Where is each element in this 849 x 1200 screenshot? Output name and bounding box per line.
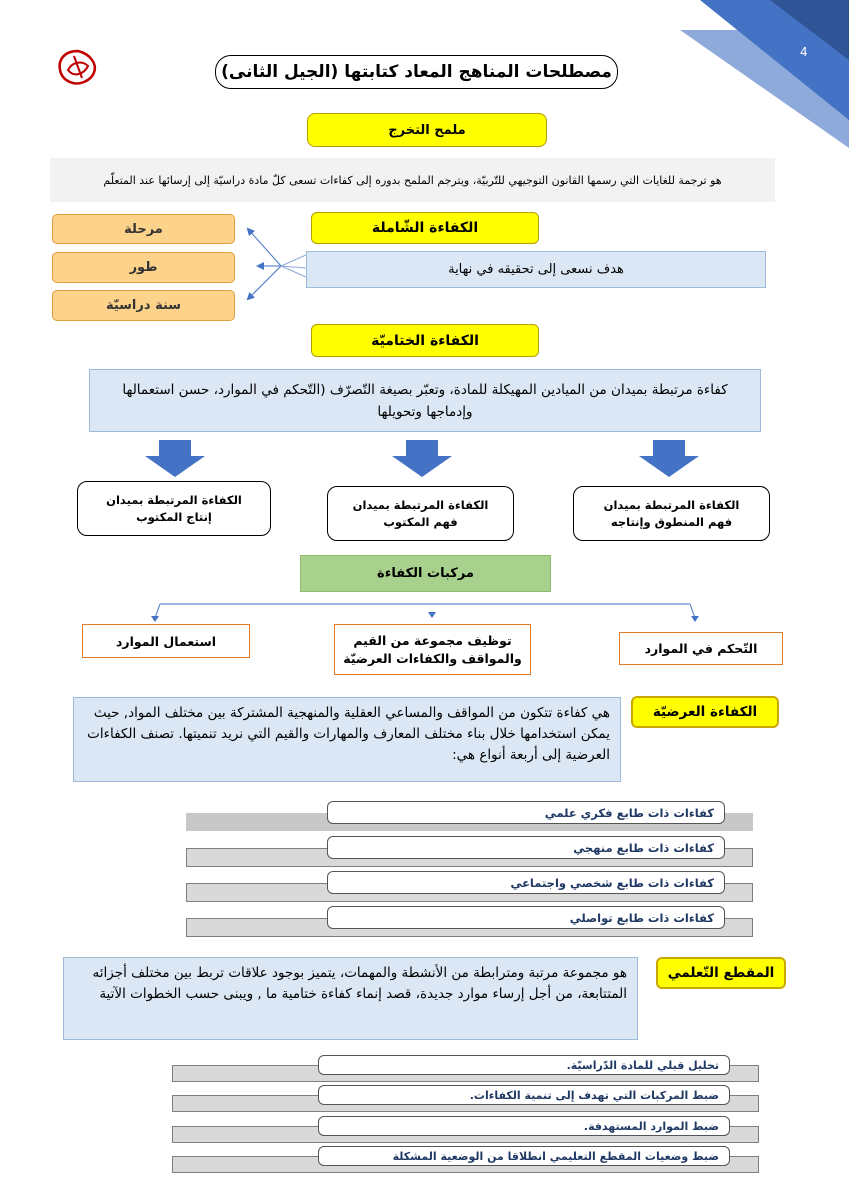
stage-arrows [236,215,311,315]
domain-competence-box [327,486,514,541]
comprehensive-competence-definition: هدف نسعى إلى تحقيقه في نهاية [306,251,766,288]
domain-line1: الكفاءة المرتبطة بميدان [106,492,242,507]
transversal-competence-label: الكفاءة العرضيّة [631,696,779,728]
down-arrow-icon [637,440,701,478]
stage-item: مرحلة [52,214,235,244]
segment-step-item: تحليل قبلي للمادة الدّراسيّة. [318,1055,730,1075]
corner-decoration [640,0,849,150]
competence-components-label: مركبات الكفاءة [300,555,551,592]
learning-segment-definition: هو مجموعة مرتبة ومترابطة من الأنشطة والمهمات، يتميز بوجود علاقات تربط بين مختلف أجزائه المتتابعة، من أجل إرساء موارد جديدة، قصد إنماء كفاءة ختامية ما , ويبنى حسب الخطوات الآتية [63,957,638,1040]
stage-item: سنة دراسيّة [52,290,235,321]
logo-icon [52,48,104,88]
domain-competence-box [573,486,770,541]
component-box: استعمال الموارد [82,624,250,658]
page-number: 4 [800,45,808,59]
transversal-competence-definition: هي كفاءة تتكون من المواقف والمساعي العقلية والمنهجية المشتركة بين مختلف المواد, حيث يمكن استخدامها خلال بناء مختلف المعارف والمهارات والقيم التي نريد تنميتها. تصنف الكفاءات العرضية إلى أربعة أنواع هي: [73,697,621,782]
graduation-profile-definition: هو ترجمة للغايات التي رسمها القانون التوجيهي للتّربيّة، ويترجم الملمح بدوره إلى كفاءات تسعى كلّ مادة دراسيّة إلى إرسائها عند المتعلّم [50,158,775,202]
transversal-type-item: كفاءات ذات طابع شخصي واجتماعي [327,871,725,894]
comprehensive-competence-label: الكفاءة الشّاملة [311,212,539,244]
transversal-type-item: كفاءات ذات طابع تواصلي [327,906,725,929]
component-box [334,624,531,675]
page-title: مصطلحات المناهج المعاد كتابتها (الجيل الثانى) [215,55,618,89]
transversal-type-item: كفاءات ذات طابع منهجي [327,836,725,859]
learning-segment-label: المقطع التّعلمي [656,957,786,989]
domain-line1: الكفاءة المرتبطة بميدان [603,497,740,512]
final-competence-definition: كفاءة مرتبطة بميدان من الميادين المهيكلة للمادة، وتعبّر بصيغة التّصرّف (التّحكم في الموارد، حسن استعمالها وإدماجها وتحويلها [89,369,761,432]
down-arrow-icon [390,440,454,478]
domain-competence-box [77,481,271,536]
transversal-type-item: كفاءات ذات طابع فكري علمي [327,801,725,824]
component-line1: توظيف مجموعة من القيم [353,632,512,648]
component-box: التّحكم في الموارد [619,632,783,665]
graduation-profile-label: ملمح التخرج [307,113,547,147]
component-line2: والمواقف والكفاءات العرضيّة [343,650,522,666]
segment-step-item: ضبط الموارد المستهدفة. [318,1116,730,1136]
domain-line2: فهم المكتوب [383,514,458,529]
domain-line2: إنتاج المكتوب [136,509,212,524]
stage-item: طور [52,252,235,283]
domain-line2: فهم المنطوق وإنتاجه [610,514,733,529]
final-competence-label: الكفاءة الختاميّة [311,324,539,357]
down-arrow-icon [143,440,207,478]
domain-line1: الكفاءة المرتبطة بميدان [352,497,489,512]
segment-step-item: ضبط وضعيات المقطع التعليمي انطلاقا من الوضعية المشكلة [318,1146,730,1166]
segment-step-item: ضبط المركبات التي تهدف إلى تنمية الكفاءات. [318,1085,730,1105]
